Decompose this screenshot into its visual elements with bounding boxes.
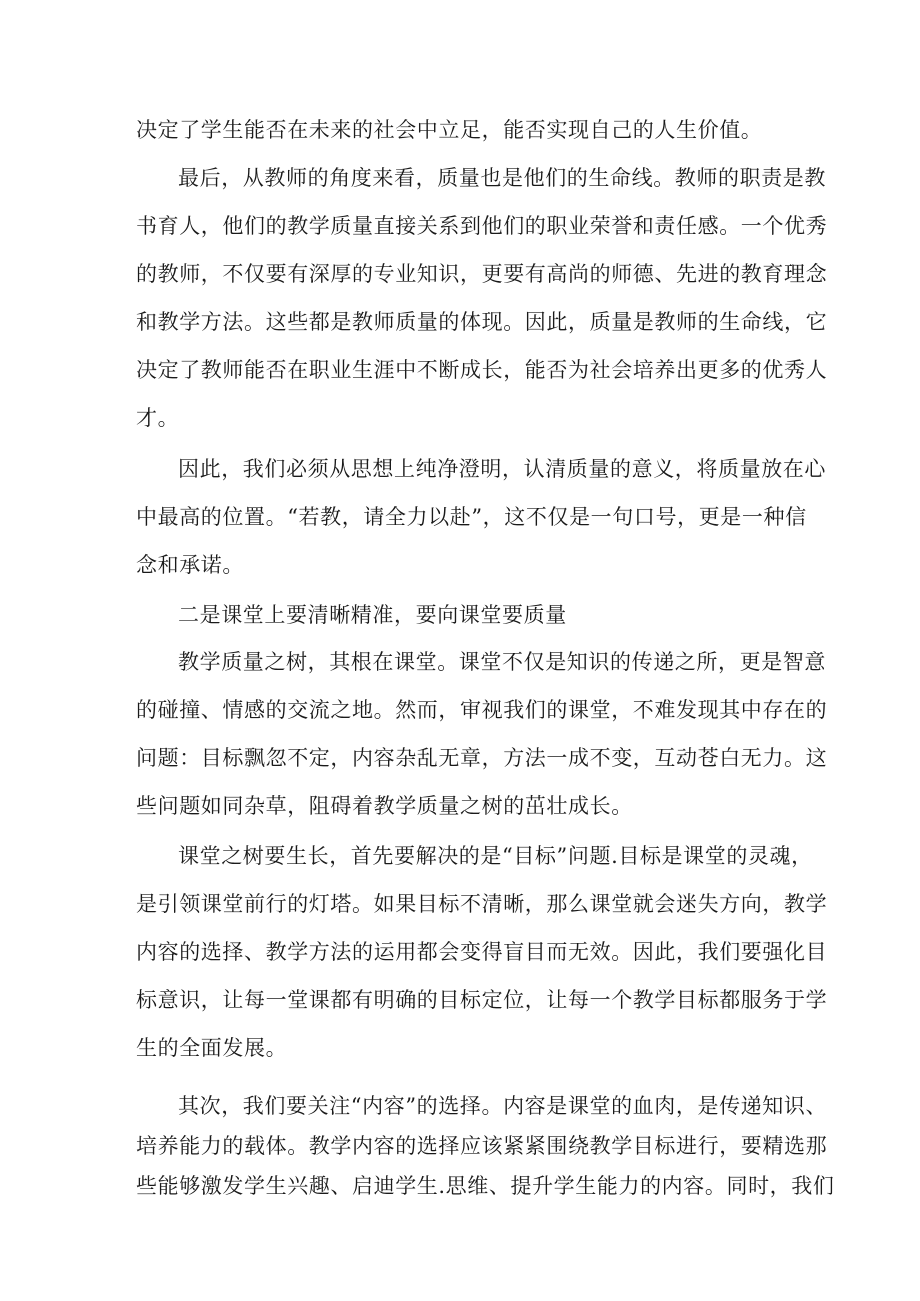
text-line: 些能够激发学生兴趣、启迪学生.思维、提升学生能力的内容。同时，我们 bbox=[136, 1174, 835, 1198]
paragraph-quality-commitment bbox=[136, 445, 826, 589]
paragraph-teacher-quality bbox=[136, 154, 828, 442]
text-line: 内容的选择、教学方法的运用都会变得盲目而无效。因此，我们要强化目 bbox=[136, 940, 828, 964]
text-line: 书育人，他们的教学质量直接关系到他们的职业荣誉和责任感。一个优秀 bbox=[136, 214, 828, 238]
text-line: 最后，从教师的角度来看，质量也是他们的生命线。教师的职责是教 bbox=[178, 166, 826, 190]
paragraph-goals bbox=[136, 832, 828, 1072]
text-line: 因此，我们必须从思想上纯净澄明，认清质量的意义，将质量放在心 bbox=[178, 457, 826, 481]
text-line: 是引领课堂前行的灯塔。如果目标不清晰，那么课堂就会迷失方向，教学 bbox=[136, 892, 828, 916]
text-line: 决定了学生能否在未来的社会中立足，能否实现自己的人生价值。 bbox=[136, 118, 763, 142]
text-line: 标意识，让每一堂课都有明确的目标定位，让每一个教学目标都服务于学 bbox=[136, 988, 828, 1012]
text-line: 念和承诺。 bbox=[136, 553, 244, 577]
text-line: 问题：目标飘忽不定，内容杂乱无章，方法一成不变，互动苍白无力。这 bbox=[136, 746, 828, 770]
text-line: 其次，我们要关注“内容”的选择。内容是课堂的血肉，是传递知识、 bbox=[178, 1094, 828, 1118]
text-line: 培养能力的载体。教学内容的选择应该紧紧围绕教学目标进行，要精选那 bbox=[136, 1134, 828, 1158]
text-line: 课堂之树要生长，首先要解决的是“目标”问题.目标是课堂的灵魂， bbox=[178, 844, 813, 868]
text-line: 才。 bbox=[136, 406, 180, 430]
text-line: 决定了教师能否在职业生涯中不断成长，能否为社会培养出更多的优秀人 bbox=[136, 358, 828, 382]
text-line: 二是课堂上要清晰精准，要向课堂要质量 bbox=[178, 603, 567, 627]
text-line: 教学质量之树，其根在课堂。课堂不仅是知识的传递之所，更是智意 bbox=[178, 650, 826, 674]
text-line: 生的全面发展。 bbox=[136, 1036, 288, 1060]
text-line: 和教学方法。这些都是教师质量的体现。因此，质量是教师的生命线，它 bbox=[136, 310, 828, 334]
text-line: 的教师，不仅要有深厚的专业知识，更要有高尚的师德、先进的教育理念 bbox=[136, 262, 828, 286]
paragraph-content-selection bbox=[136, 1086, 835, 1206]
text-line: 的碰撞、情感的交流之地。然而，审视我们的课堂，不难发现其中存在的 bbox=[136, 698, 828, 722]
text-line: 中最高的位置。“若教，请全力以赴”，这不仅是一句口号，更是一种信 bbox=[136, 505, 807, 529]
text-line: 些问题如同杂草，阻碍着教学质量之树的茁壮成长。 bbox=[136, 794, 633, 818]
paragraph-classroom-roots bbox=[136, 638, 828, 830]
section-heading-classroom bbox=[136, 591, 784, 639]
paragraph-continuation bbox=[136, 106, 784, 154]
